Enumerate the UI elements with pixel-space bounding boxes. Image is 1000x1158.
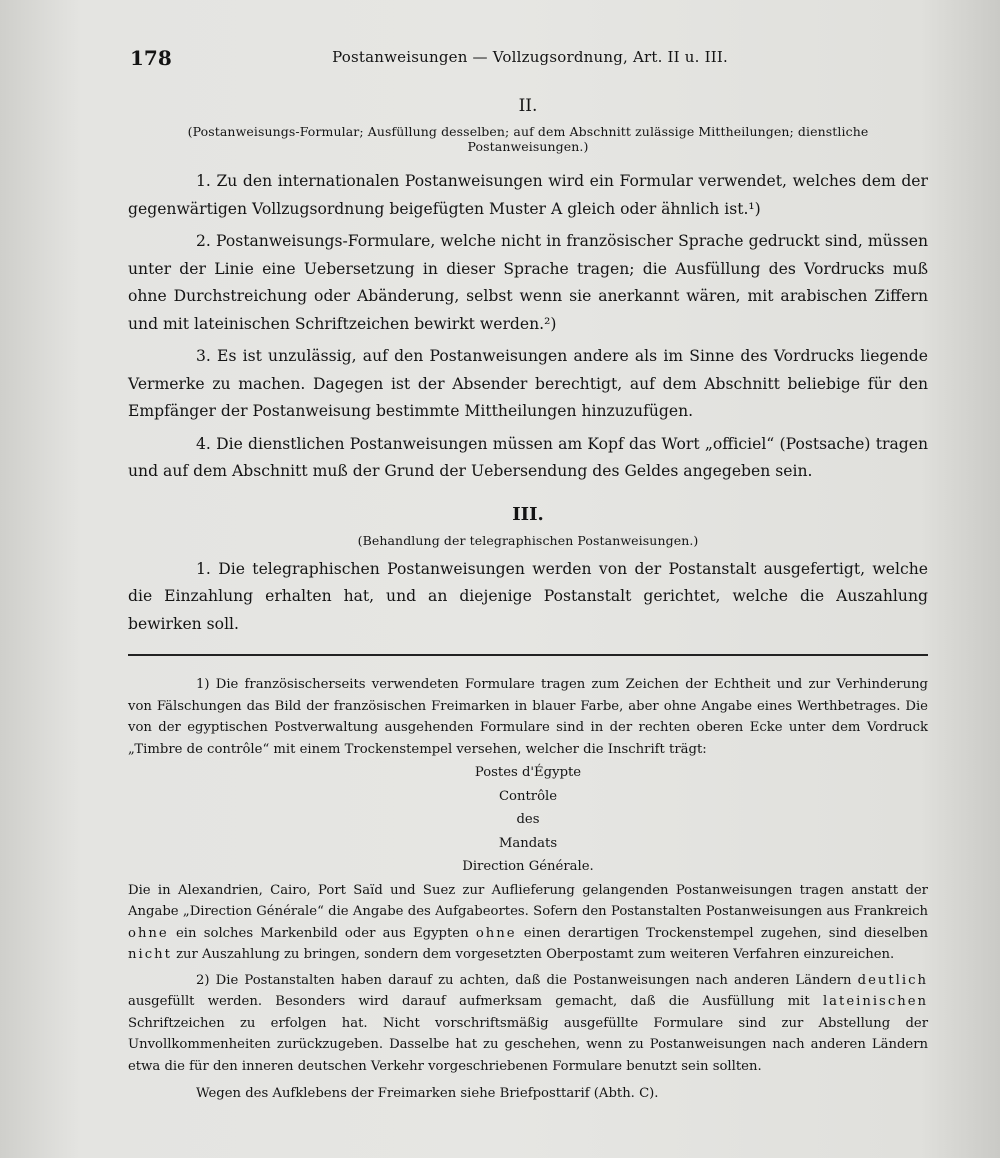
section-numeral: III. (512, 503, 544, 525)
footnotes (128, 674, 928, 1105)
running-head: Postanweisungen — Vollzugsordnung, Art. II u. III. (332, 48, 728, 66)
section-ii (128, 96, 928, 486)
stamp-line: Contrôle (498, 788, 558, 804)
footnote-divider (128, 654, 928, 656)
text-run: einen derartigen Trockenstempel zugehen, sind dieselben (523, 925, 928, 941)
stamp-inscription (128, 762, 928, 878)
page-header (130, 46, 930, 76)
paragraph: 1. Zu den internationalen Postanweisungen wird ein Formular verwendet, welches dem der gegenwärtigen Vollzugsordnung beigefügten Muster A gleich oder ähnlich ist.¹) (128, 172, 928, 218)
footnote-2 (128, 970, 928, 1078)
text-run: 2) Die Postanstalten haben darauf zu achten, daß die Postanweisungen nach anderen Ländern (196, 972, 852, 988)
final-note: Wegen des Aufklebens der Freimarken siehe Briefposttarif (Abth. C). (196, 1086, 659, 1101)
emphasis: deutlich (857, 972, 928, 988)
stamp-line: Direction Générale. (462, 859, 594, 874)
text-run: Die in Alexandrien, Cairo, Port Saïd und Suez zur Auflieferung gelangenden Postanweisungen tragen anstatt der Angabe „Direction Générale“ die Angabe des Aufgabeortes. Sofern den Postanstalten Postanweisungen aus Frankreich (128, 882, 928, 919)
stamp-line: des (516, 812, 540, 827)
page-number: 178 (130, 46, 172, 70)
page-body (128, 92, 928, 1105)
section-subtitle: (Postanweisungs-Formular; Ausfüllung desselben; auf dem Abschnitt zulässige Mittheilungen; dienstliche Postanweisungen.) (187, 124, 869, 154)
paragraph: 2. Postanweisungs-Formulare, welche nicht in französischer Sprache gedruckt sind, müssen unter der Linie eine Uebersetzung in dieser Sprache tragen; die Ausfüllung des Vordrucks muß ohne Durchstreichung oder Abänderung, selbst wenn sie anerkannt wären, mit arabischen Ziffern und mit lateinischen Schriftzeichen bewirkt werden.²) (128, 232, 928, 333)
text-run: ein solches Markenbild oder aus Egypten (175, 925, 469, 941)
footnote-1-continuation (128, 880, 928, 966)
paragraph: 4. Die dienstlichen Postanweisungen müssen am Kopf das Wort „officiel“ (Postsache) tragen und auf dem Abschnitt muß der Grund der Uebersendung des Geldes angegeben sein. (128, 434, 928, 480)
stamp-line: Mandats (498, 835, 558, 851)
paragraph: 1. Die telegraphischen Postanweisungen werden von der Postanstalt ausgefertigt, welche die Einzahlung erhalten hat, und an diejenige Postanstalt gerichtet, welche die Auszahlung bewirken soll. (128, 559, 928, 633)
text-run: Schriftzeichen zu erfolgen hat. Nicht vorschriftsmäßig ausgefüllte Formulare sind zur Abstellung der Unvollkommenheiten zurückzugeben. Dasselbe hat zu geschehen, wenn zu Postanweisungen nach anderen Ländern etwa die für den inneren deutschen Verkehr vorgeschriebenen Formulare benutzt sein sollten. (128, 1015, 928, 1074)
section-iii (128, 504, 928, 639)
text-run: zur Auszahlung zu bringen, sondern dem vorgesetzten Oberpostamt zum weiteren Verfahren einzureichen. (176, 947, 895, 962)
footnote-1: 1) Die französischerseits verwendeten Formulare tragen zum Zeichen der Echtheit und zur Verhinderung von Fälschungen das Bild der französischen Freimarken in blauer Farbe, aber ohne Angabe eines Werthbetrages. Die von der egyptischen Postverwaltung ausgehenden Formulare sind in der rechten oberen Ecke unter dem Vordruck „Timbre de contrôle“ mit einem Trockenstempel versehen, welcher die Inschrift trägt: (128, 677, 928, 757)
emphasis: ohne (475, 925, 517, 941)
emphasis: nicht (128, 947, 172, 962)
stamp-line: Postes d'Égypte (474, 765, 582, 780)
text-run: ausgefüllt werden. Besonders wird darauf aufmerksam gemacht, daß die Ausfüllung mit (128, 994, 810, 1009)
emphasis: ohne (128, 925, 169, 941)
paragraph: 3. Es ist unzulässig, auf den Postanweisungen andere als im Sinne des Vordrucks liegende Vermerke zu machen. Dagegen ist der Absender berechtigt, auf dem Abschnitt beliebige für den Empfänger der Postanweisung bestimmte Mittheilungen hinzuzufügen. (128, 347, 928, 420)
section-numeral: II. (518, 96, 538, 116)
emphasis: lateinischen (822, 994, 928, 1009)
section-subtitle: (Behandlung der telegraphischen Postanweisungen.) (357, 532, 699, 548)
